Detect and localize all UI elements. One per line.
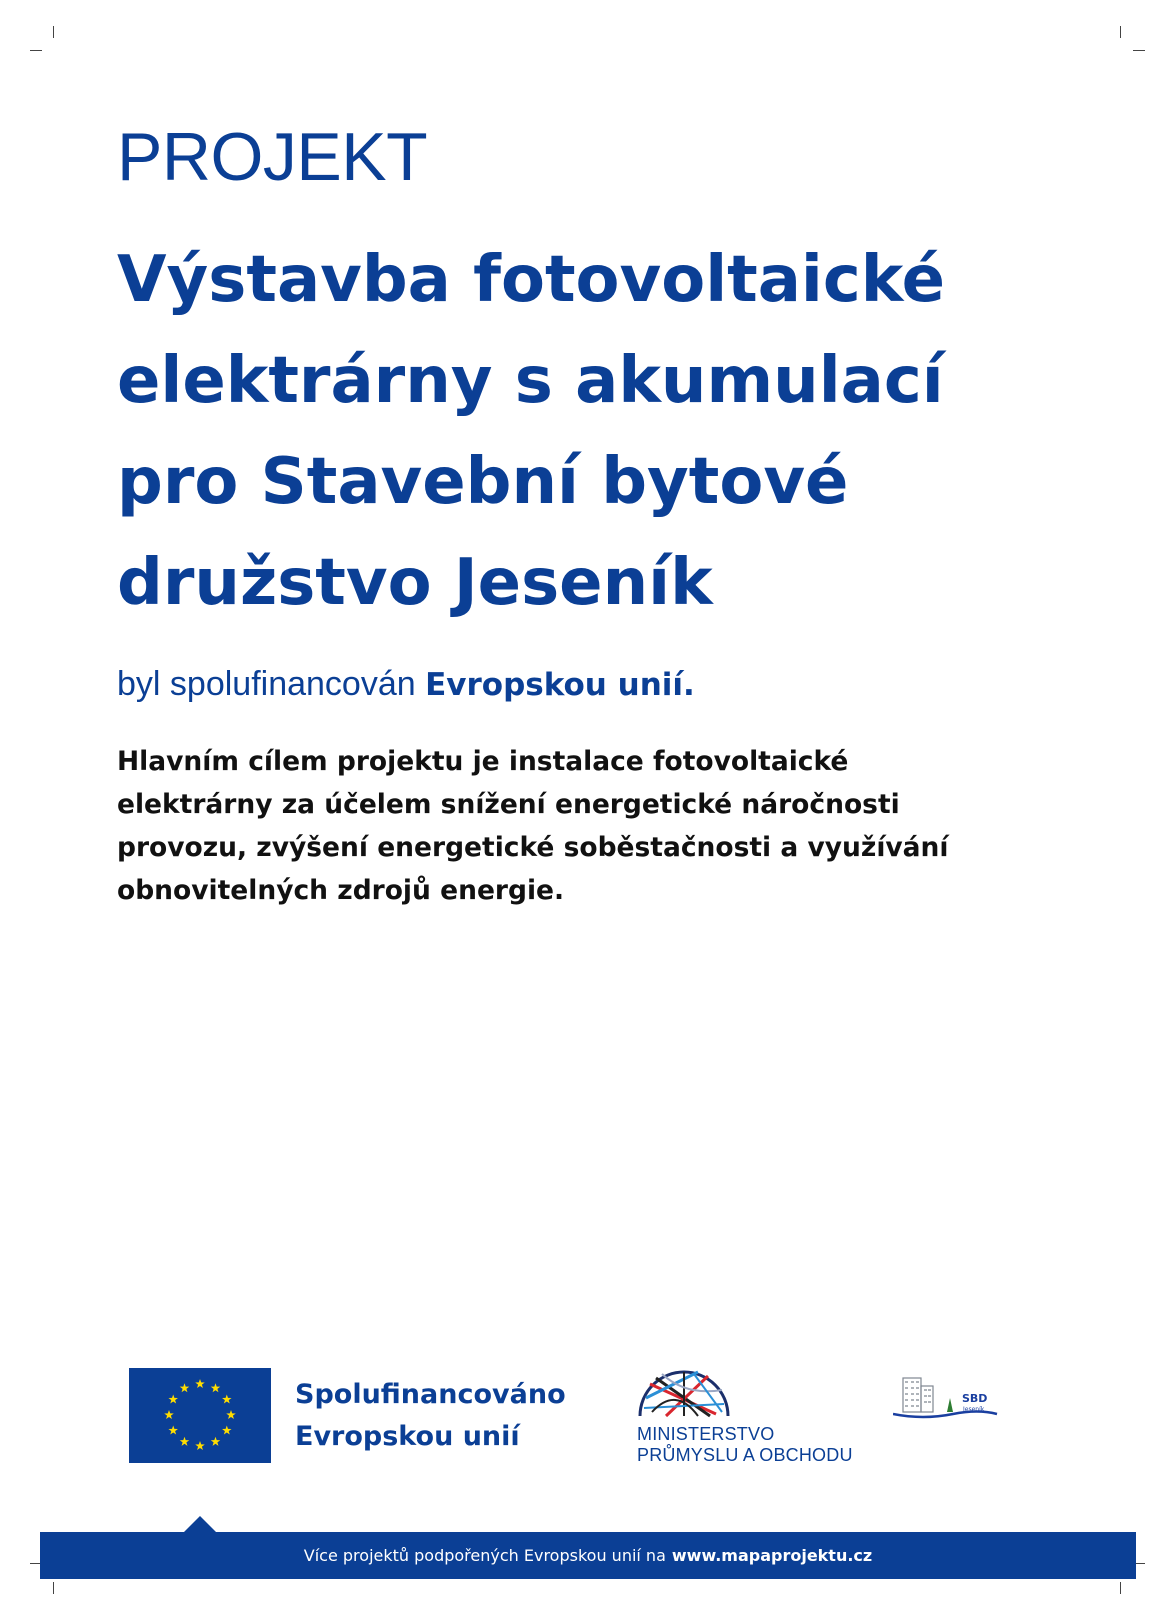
project-description bbox=[117, 740, 1077, 912]
eu-flag-logo bbox=[129, 1368, 271, 1463]
footer-text: Více projektů podpořených Evropskou unií na bbox=[303, 1546, 666, 1565]
description-line: elektrárny za účelem snížení energetické náročnosti bbox=[117, 789, 900, 820]
crop-mark bbox=[1120, 26, 1121, 38]
footer-notch bbox=[184, 1516, 216, 1532]
crop-mark bbox=[53, 26, 54, 38]
crop-mark bbox=[1133, 50, 1145, 51]
project-label: PROJEKT bbox=[117, 119, 428, 195]
crop-mark bbox=[30, 50, 42, 51]
cofinancing-statement bbox=[117, 665, 695, 704]
sbd-name: SBD bbox=[962, 1392, 988, 1405]
eu-text-line: Spolufinancováno bbox=[295, 1379, 566, 1410]
cofinancing-prefix: byl spolufinancován bbox=[117, 665, 416, 703]
description-line: provozu, zvýšení energetické soběstačnosti a využívání bbox=[117, 832, 949, 863]
description-line: Hlavním cílem projektu je instalace fotovoltaické bbox=[117, 746, 849, 777]
eu-stars-icon bbox=[129, 1368, 271, 1463]
sbd-subtitle: Jeseník bbox=[963, 1406, 985, 1413]
footer-link[interactable]: www.mapaprojektu.cz bbox=[671, 1546, 873, 1565]
ministry-text bbox=[637, 1424, 853, 1466]
project-title bbox=[117, 230, 1117, 634]
eu-cofinanced-text bbox=[295, 1374, 566, 1458]
eu-text-line: Evropskou unií bbox=[295, 1421, 520, 1452]
crop-mark bbox=[53, 1582, 54, 1594]
cofinancing-emphasis: Evropskou unií. bbox=[425, 667, 695, 703]
ministry-globe-icon bbox=[636, 1366, 732, 1420]
crop-mark bbox=[1120, 1582, 1121, 1594]
description-line: obnovitelných zdrojů energie. bbox=[117, 875, 565, 906]
title-line: Výstavba fotovoltaické bbox=[117, 243, 946, 317]
ministry-text-line: MINISTERSTVO bbox=[637, 1424, 775, 1444]
title-line: družstvo Jeseník bbox=[117, 546, 713, 620]
ministry-text-line: PRŮMYSLU A OBCHODU bbox=[637, 1445, 853, 1465]
footer-bar bbox=[40, 1532, 1136, 1579]
title-line: pro Stavební bytové bbox=[117, 445, 849, 519]
title-line: elektrárny s akumulací bbox=[117, 344, 944, 418]
